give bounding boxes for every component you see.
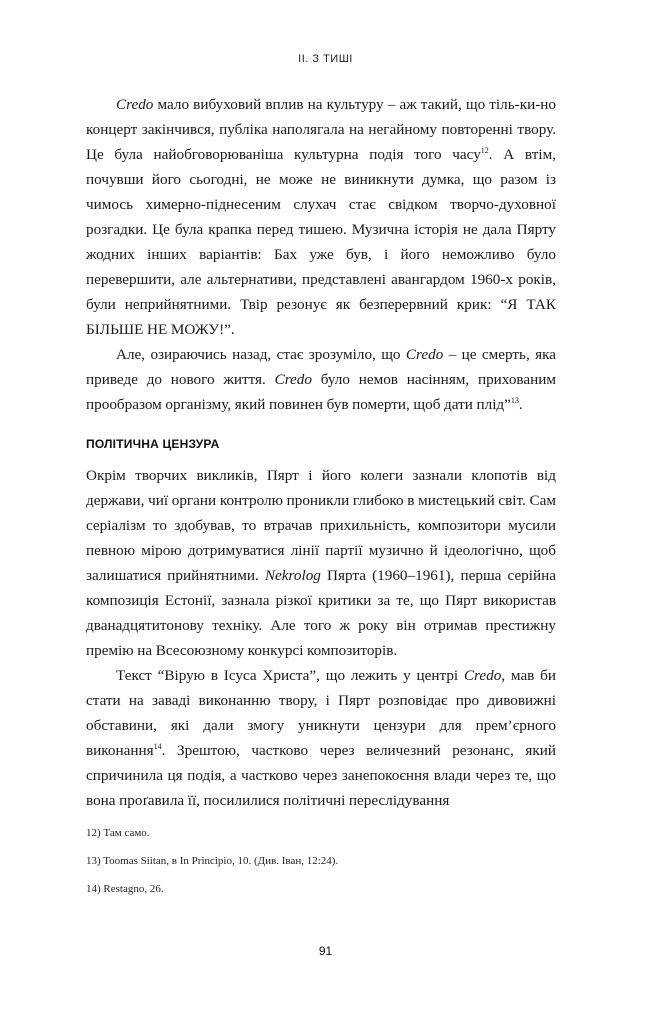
paragraph — [86, 663, 556, 813]
running-head: II. З ТИШІ — [298, 53, 353, 65]
text-run: мало вибуховий вплив на культуру – аж такий, що тіль-ки-но концерт закінчився, публіка наполягала на негайному повторенні твору. Це була найобговорюваніша культурна подія того часу — [86, 96, 556, 163]
text-run: , мав би стати на заваді виконанню твору, і Пярт розповідає про дивовижні обставини, які дали змогу уникнути цензури для прем’єрного виконання — [86, 667, 556, 759]
footnote-reference: 12 — [480, 146, 489, 155]
footnotes — [86, 826, 556, 910]
text-run: . — [518, 396, 523, 413]
italic-title: Credo — [405, 346, 444, 363]
italic-title: Nekrolog — [264, 567, 321, 584]
text-run: Окрім творчих викликів, Пярт і його колеги зазнали клопотів від держави, чиї органи контролю проникли глибоко в мистецький світ. Сам серіалізм то здобував, то втрачав прихильність, композитори мусили певною мірою дотримуватися лінії партії музично й ідеологічно, щоб залишатися прийнятними. — [86, 467, 556, 584]
section-political-censorship — [86, 463, 556, 813]
footnote-14: 14) Restagno, 26. — [86, 883, 164, 895]
text-run: – це смерть, яка приведе до нового життя. — [86, 346, 556, 388]
italic-title: Credo — [274, 371, 312, 388]
footnote-reference: 13 — [510, 396, 519, 405]
text-run: Текст “Вірую в Ісуса Христа”, що лежить у центрі — [116, 667, 464, 684]
footnote-12: 12) Там само. — [86, 827, 150, 839]
paragraph — [86, 92, 556, 342]
text-run: Але, озираючись назад, стає зрозуміло, що — [116, 346, 406, 363]
paragraph — [86, 463, 556, 663]
page-number: 91 — [318, 944, 333, 958]
section-intro — [86, 92, 556, 417]
body-text — [86, 92, 556, 813]
paragraph — [86, 342, 556, 417]
italic-title: Credo — [116, 96, 154, 113]
section-heading: ПОЛІТИЧНА ЦЕНЗУРА — [86, 437, 220, 451]
text-run: . А втім, почувши його сьогодні, не може не виникнути думка, що разом із чимось химерно-піднесеним слухач стає свідком творчо-духовної розгадки. Це була крапка перед тишею. Музична історія не дала Пярту жодних інших варіантів: Бах уже був, і його неможливо було перевершити, але альтернативи, представлені авангардом 1960-х років, були неприйнятними. Твір резонує як безперервний крик: “Я ТАК БІЛЬШЕ НЕ МОЖУ!”. — [86, 146, 556, 338]
text-run: Пярта (1960–1961), перша серійна композиція Естонії, зазнала різкої критики за те, що Пярт використав дванадцятитонову техніку. Але того ж року він отримав престижну премію на Всесоюзному конкурсі композиторів. — [86, 567, 556, 659]
footnote-reference: 14 — [153, 742, 162, 751]
footnote-13: 13) Toomas Siitan, в In Principio, 10. (Див. Іван, 12:24). — [86, 855, 339, 867]
text-run: було немов насінням, прихованим прообразом організму, який повинен був померти, щоб дати плід” — [86, 371, 556, 413]
text-run: . Зрештою, частково через величезний резонанс, який спричинила ця подія, а частково через занепокоєння влади через те, що вона проґавила її, посилилися політичні переслідування — [86, 742, 556, 809]
italic-title: Credo — [463, 667, 502, 684]
